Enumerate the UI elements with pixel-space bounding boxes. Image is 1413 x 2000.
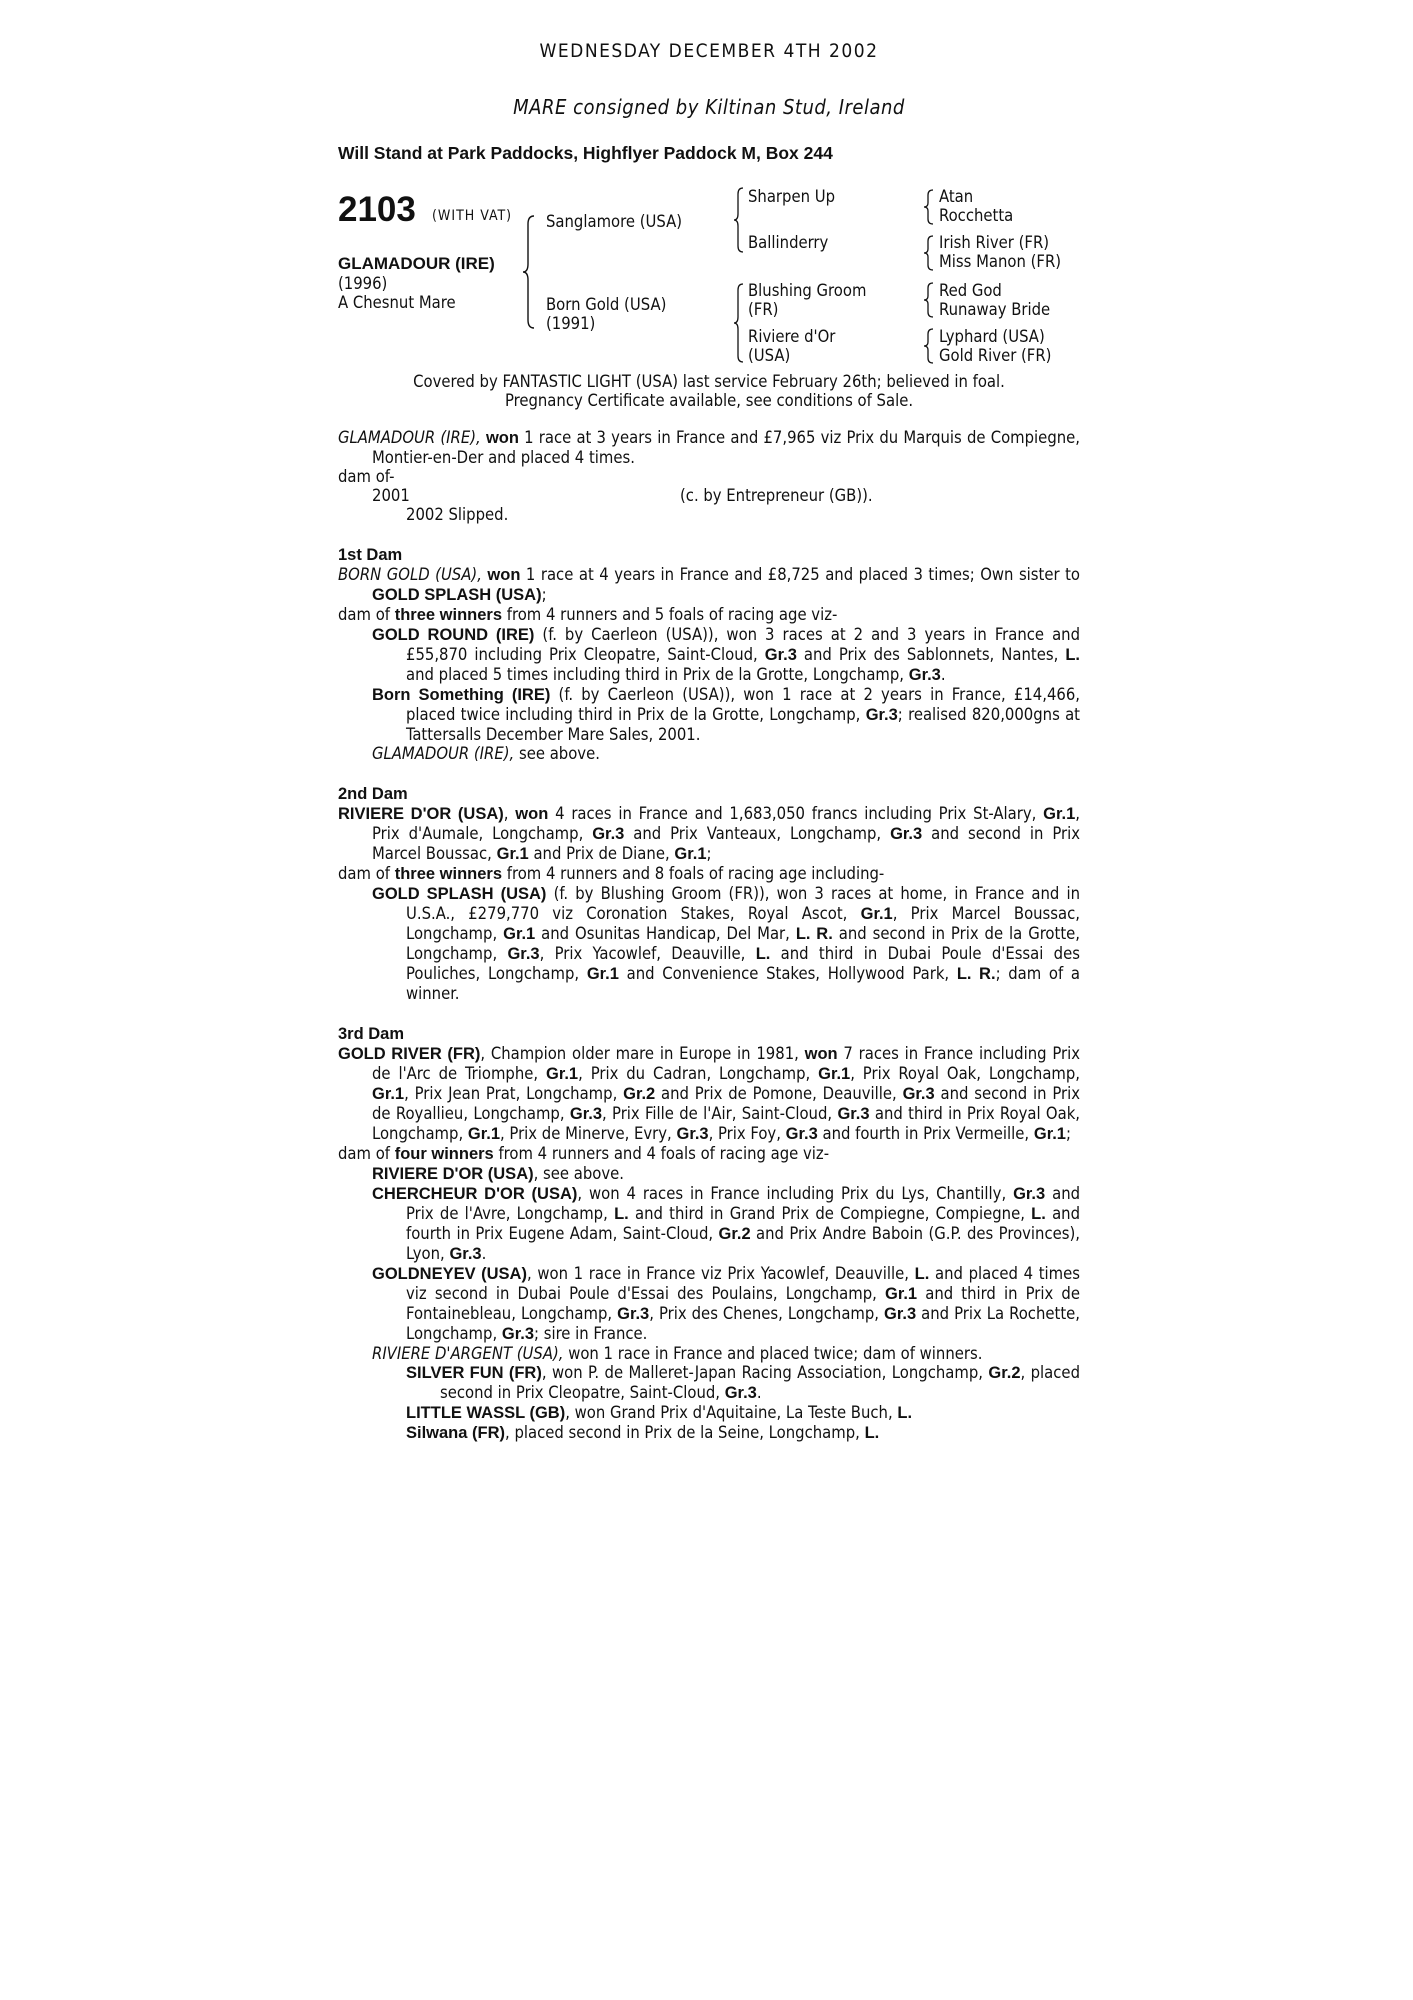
progeny-text: , Prix des Chenes, Longchamp, bbox=[649, 1304, 880, 1323]
pedigree-dam-year: (1991) bbox=[546, 314, 596, 333]
sister-name: GOLD SPLASH (USA) bbox=[372, 586, 542, 604]
won-word: won bbox=[515, 805, 549, 823]
record-text: , Prix Fille de l'Air, Saint-Cloud, bbox=[602, 1104, 833, 1123]
progeny-text: (f. by Blushing Groom (FR)), won 3 races at home, in France and in U.S.A., £279,770 viz Coronation Stakes, Royal Ascot, bbox=[406, 884, 1080, 923]
punctuation: ; bbox=[706, 844, 712, 863]
grade-label: Gr.3 bbox=[908, 666, 941, 684]
stand-location: Will Stand at Park Paddocks, Highflyer Paddock M, Box 244 bbox=[338, 143, 833, 163]
listed-label: L. bbox=[614, 1205, 629, 1223]
grade-label: Gr.1 bbox=[1043, 805, 1076, 823]
grade-label: Gr.3 bbox=[890, 825, 923, 843]
grade-label: Gr.1 bbox=[674, 845, 707, 863]
progeny-text: , won 4 races in France including Prix du Lys, Chantilly, bbox=[577, 1184, 1007, 1203]
third-dam-heading: 3rd Dam bbox=[338, 1025, 405, 1043]
covered-note bbox=[338, 372, 1080, 410]
progeny-text: and Prix Andre Baboin (G.P. des Provinces), Lyon, bbox=[406, 1224, 1081, 1263]
progeny-text: , won Grand Prix d'Aquitaine, La Teste Buch, bbox=[565, 1403, 893, 1422]
pedigree-dam-sire-line2: (FR) bbox=[748, 300, 779, 319]
first-dam-produce-summary bbox=[338, 605, 1080, 625]
produce-2001 bbox=[338, 486, 1080, 505]
progeny-text: and Prix de l'Avre, Longchamp, bbox=[406, 1184, 1081, 1223]
grade-label: Gr.3 bbox=[902, 1085, 935, 1103]
grade-label: Gr.3 bbox=[507, 945, 540, 963]
pedigree-brace-g34 bbox=[923, 234, 935, 272]
third-dam-produce-summary bbox=[338, 1144, 1080, 1164]
first-dam-progeny-3 bbox=[338, 744, 1080, 763]
consignor-line: MARE consigned by Kiltinan Stud, Ireland bbox=[513, 95, 905, 119]
pedigree-sire-dam: Ballinderry bbox=[748, 233, 829, 252]
third-dam-progeny-3 bbox=[338, 1264, 1080, 1344]
record-text: , Prix Royal Oak, Longchamp, bbox=[850, 1064, 1081, 1083]
horse-year: (1996) bbox=[338, 274, 388, 293]
pedigree-brace-g12 bbox=[923, 188, 935, 226]
listed-label: L. R. bbox=[956, 965, 996, 983]
vat-note: (WITH VAT) bbox=[432, 208, 513, 224]
pedigree-g2: Rocchetta bbox=[939, 206, 1014, 225]
pedigree-g6: Runaway Bride bbox=[939, 300, 1051, 319]
record-text: , Prix d'Aumale, Longchamp, bbox=[372, 804, 1080, 843]
produce-2002: 2002 Slipped. bbox=[406, 505, 509, 524]
grade-label: Gr.1 bbox=[467, 1125, 500, 1143]
granddaughter-progeny-2 bbox=[338, 1403, 1080, 1423]
produce-record bbox=[338, 428, 1080, 1443]
pedigree-dam-dam-line2: (USA) bbox=[748, 346, 791, 365]
record-text: , Prix de Minerve, Evry, bbox=[500, 1124, 672, 1143]
won-word: won bbox=[485, 429, 519, 447]
progeny-name: Silwana (FR) bbox=[406, 1424, 506, 1442]
grade-label: Gr.3 bbox=[569, 1105, 602, 1123]
grade-label: Gr.3 bbox=[785, 1125, 818, 1143]
winners-count: three winners bbox=[394, 865, 503, 883]
record-text: , Prix Foy, bbox=[708, 1124, 781, 1143]
punctuation: , bbox=[503, 804, 509, 823]
first-dam-heading: 1st Dam bbox=[338, 546, 403, 564]
record-text: 7 races in France including Prix de l'Arc de Triomphe, bbox=[372, 1044, 1080, 1083]
grade-label: Gr.3 bbox=[676, 1125, 709, 1143]
progeny-text: ; dam of a winner. bbox=[406, 964, 1081, 1003]
third-dam-progeny-1 bbox=[338, 1164, 1080, 1184]
grade-label: Gr.2 bbox=[718, 1225, 751, 1243]
first-dam-progeny-2 bbox=[338, 685, 1080, 744]
produce-summary-text: from 4 runners and 4 foals of racing age viz- bbox=[498, 1144, 830, 1163]
record-text: and fourth in Prix Vermeille, bbox=[822, 1124, 1030, 1143]
pedigree-dam-sire-line1: Blushing Groom bbox=[748, 281, 867, 300]
progeny-text: and Prix La Rochette, Longchamp, bbox=[406, 1304, 1080, 1343]
record-text: , Champion older mare in Europe in 1981, bbox=[480, 1044, 799, 1063]
pedigree-g4: Miss Manon (FR) bbox=[939, 252, 1062, 271]
progeny-name: LITTLE WASSL (GB) bbox=[406, 1404, 566, 1422]
pedigree-sire-sire: Sharpen Up bbox=[748, 187, 836, 206]
grade-label: Gr.1 bbox=[496, 845, 529, 863]
progeny-name: GOLD ROUND (IRE) bbox=[372, 626, 535, 644]
pedigree-brace-g78 bbox=[923, 327, 935, 365]
pedigree-dam-name: Born Gold (USA) bbox=[546, 295, 667, 314]
winners-count: three winners bbox=[394, 606, 503, 624]
pedigree-g8: Gold River (FR) bbox=[939, 346, 1052, 365]
won-word: won bbox=[804, 1045, 838, 1063]
punctuation: . bbox=[940, 665, 946, 684]
progeny-text: , won P. de Malleret-Japan Racing Association, Longchamp, bbox=[541, 1363, 983, 1382]
listed-label: L. bbox=[1065, 646, 1081, 664]
progeny-text: and placed 4 times viz second in Dubai Poule d'Essai des Poulains, Longchamp, bbox=[406, 1264, 1080, 1303]
record-text: and second in Prix Marcel Boussac, bbox=[372, 824, 1080, 863]
listed-label: L. bbox=[864, 1424, 880, 1442]
grade-label: Gr.3 bbox=[837, 1105, 870, 1123]
dam-of-label: dam of- bbox=[338, 467, 395, 486]
grade-label: Gr.3 bbox=[449, 1245, 482, 1263]
progeny-text: , Prix Yacowlef, Deauville, bbox=[539, 944, 746, 963]
second-dam-name: RIVIERE D'OR (USA) bbox=[338, 805, 504, 823]
produce-2001-year: 2001 bbox=[372, 486, 410, 505]
pedigree-dam-dam-line1: Riviere d'Or bbox=[748, 327, 836, 346]
grade-label: Gr.3 bbox=[617, 1305, 650, 1323]
progeny-text: and Prix des Sablonnets, Nantes, bbox=[803, 645, 1059, 664]
progeny-name: GLAMADOUR (IRE), bbox=[372, 744, 515, 763]
horse-description: A Chesnut Mare bbox=[338, 293, 456, 312]
progeny-name: CHERCHEUR D'OR (USA) bbox=[372, 1185, 578, 1203]
record-text: and Prix Vanteaux, Longchamp, bbox=[633, 824, 882, 843]
progeny-text: , see above. bbox=[533, 1164, 624, 1183]
winners-count: four winners bbox=[394, 1145, 494, 1163]
second-dam-record bbox=[338, 804, 1080, 864]
record-text: , Prix du Cadran, Longchamp, bbox=[578, 1064, 811, 1083]
dam-of-label: dam of bbox=[338, 1144, 390, 1163]
covered-line-2: Pregnancy Certificate available, see conditions of Sale. bbox=[504, 391, 914, 410]
pedigree-brace-main bbox=[522, 214, 536, 330]
progeny-text: and third in Dubai Poule d'Essai des Pouliches, Longchamp, bbox=[406, 944, 1080, 983]
progeny-text: and Osunitas Handicap, Del Mar, bbox=[541, 924, 790, 943]
progeny-text: see above. bbox=[518, 744, 600, 763]
progeny-name: SILVER FUN (FR) bbox=[406, 1364, 542, 1382]
grade-label: Gr.3 bbox=[865, 706, 898, 724]
record-text: , Prix Jean Prat, Longchamp, bbox=[404, 1084, 618, 1103]
pedigree-g3: Irish River (FR) bbox=[939, 233, 1050, 252]
progeny-text: and third in Grand Prix de Compiegne, Compiegne, bbox=[634, 1204, 1025, 1223]
progeny-text: (f. by Caerleon (USA)), won 1 race at 2 years in France, £14,466, placed twice including third in Prix de la Grotte, Longchamp, bbox=[406, 685, 1081, 724]
first-dam-text: 1 race at 4 years in France and £8,725 and placed 3 times; Own sister to bbox=[525, 565, 1080, 584]
mare-record bbox=[338, 428, 1080, 467]
lot-number: 2103 bbox=[338, 190, 416, 229]
dam-of-label: dam of bbox=[338, 605, 390, 624]
listed-label: L. R. bbox=[795, 925, 833, 943]
third-dam-name: GOLD RIVER (FR) bbox=[338, 1045, 481, 1063]
progeny-name: Born Something (IRE) bbox=[372, 686, 551, 704]
granddaughter-progeny-3 bbox=[338, 1423, 1080, 1443]
progeny-text: , placed second in Prix de la Seine, Longchamp, bbox=[505, 1423, 860, 1442]
grade-label: Gr.2 bbox=[988, 1364, 1021, 1382]
granddaughter-progeny-1 bbox=[338, 1363, 1080, 1403]
sale-date: WEDNESDAY DECEMBER 4TH 2002 bbox=[539, 40, 879, 62]
punctuation: ; bbox=[1065, 1124, 1071, 1143]
progeny-name: RIVIERE D'OR (USA) bbox=[372, 1165, 534, 1183]
second-dam-heading: 2nd Dam bbox=[338, 785, 408, 803]
grade-label: Gr.1 bbox=[503, 925, 536, 943]
grade-label: Gr.3 bbox=[724, 1384, 757, 1402]
grade-label: Gr.1 bbox=[1033, 1125, 1066, 1143]
pedigree-brace-g56 bbox=[923, 281, 935, 319]
grade-label: Gr.1 bbox=[586, 965, 619, 983]
won-word: won bbox=[487, 566, 521, 584]
punctuation: . bbox=[481, 1244, 487, 1263]
punctuation: ; bbox=[541, 585, 547, 604]
progeny-text: and fourth in Prix Eugene Adam, Saint-Cloud, bbox=[406, 1204, 1081, 1243]
pedigree-g7: Lyphard (USA) bbox=[939, 327, 1045, 346]
first-dam-record bbox=[338, 565, 1080, 605]
record-text: 4 races in France and 1,683,050 francs including Prix St-Alary, bbox=[555, 804, 1037, 823]
progeny-text: and second in Prix de la Grotte, Longchamp, bbox=[406, 924, 1080, 963]
progeny-text: and Convenience Stakes, Hollywood Park, bbox=[626, 964, 950, 983]
record-text: and third in Prix Royal Oak, Longchamp, bbox=[372, 1104, 1081, 1143]
mare-name: GLAMADOUR (IRE), bbox=[338, 428, 481, 447]
second-dam-produce-summary bbox=[338, 864, 1080, 884]
mare-record-text: 1 race at 3 years in France and £7,965 viz Prix du Marquis de Compiegne, Montier-en-Der and placed 4 times. bbox=[372, 428, 1081, 467]
dam-of-label: dam of bbox=[338, 864, 390, 883]
grade-label: Gr.1 bbox=[818, 1065, 851, 1083]
grade-label: Gr.3 bbox=[884, 1305, 917, 1323]
record-text: and Prix de Pomone, Deauville, bbox=[661, 1084, 897, 1103]
punctuation: . bbox=[756, 1383, 762, 1402]
progeny-text: ; sire in France. bbox=[534, 1324, 648, 1343]
progeny-text: ; realised 820,000gns at Tattersalls December Mare Sales, 2001. bbox=[406, 705, 1080, 744]
progeny-name: RIVIERE D'ARGENT (USA), bbox=[372, 1344, 564, 1363]
pedigree-g5: Red God bbox=[939, 281, 1002, 300]
grade-label: Gr.1 bbox=[860, 905, 893, 923]
pedigree-sire: Sanglamore (USA) bbox=[546, 212, 683, 231]
first-dam-progeny-1 bbox=[338, 625, 1080, 685]
third-dam-record bbox=[338, 1044, 1080, 1144]
grade-label: Gr.3 bbox=[592, 825, 625, 843]
first-dam-name: BORN GOLD (USA), bbox=[338, 565, 482, 584]
produce-summary-text: from 4 runners and 5 foals of racing age viz- bbox=[506, 605, 838, 624]
progeny-name: GOLD SPLASH (USA) bbox=[372, 885, 547, 903]
horse-name: GLAMADOUR (IRE) bbox=[338, 254, 495, 273]
listed-label: L. bbox=[755, 945, 771, 963]
grade-label: Gr.1 bbox=[546, 1065, 579, 1083]
progeny-text: and placed 5 times including third in Prix de la Grotte, Longchamp, bbox=[406, 665, 905, 684]
grade-label: Gr.3 bbox=[501, 1325, 534, 1343]
record-text: and Prix de Diane, bbox=[533, 844, 670, 863]
progeny-text: won 1 race in France and placed twice; dam of winners. bbox=[568, 1344, 983, 1363]
second-dam-progeny-1 bbox=[338, 884, 1080, 1003]
progeny-text: , won 1 race in France viz Prix Yacowlef, Deauville, bbox=[526, 1264, 909, 1283]
grade-label: Gr.3 bbox=[1013, 1185, 1046, 1203]
progeny-text: , Prix Marcel Boussac, Longchamp, bbox=[406, 904, 1080, 943]
progeny-name: GOLDNEYEV (USA) bbox=[372, 1265, 527, 1283]
listed-label: L. bbox=[897, 1404, 913, 1422]
progeny-text: (f. by Caerleon (USA)), won 3 races at 2 and 3 years in France and £55,870 including Prix Cleopatre, Saint-Cloud, bbox=[406, 625, 1080, 664]
grade-label: Gr.1 bbox=[372, 1085, 405, 1103]
produce-summary-text: from 4 runners and 8 foals of racing age including- bbox=[506, 864, 885, 883]
pedigree-brace-sire bbox=[733, 186, 745, 254]
pedigree-brace-dam bbox=[733, 282, 745, 364]
grade-label: Gr.1 bbox=[884, 1285, 918, 1303]
record-text: and second in Prix de Royallieu, Longchamp, bbox=[372, 1084, 1080, 1123]
covered-line-1: Covered by FANTASTIC LIGHT (USA) last service February 26th; believed in foal. bbox=[413, 372, 1005, 391]
produce-2001-text: (c. by Entrepreneur (GB)). bbox=[680, 486, 873, 505]
progeny-text: , placed second in Prix Cleopatre, Saint-Cloud, bbox=[440, 1363, 1080, 1402]
progeny-text: and third in Prix de Fontainebleau, Longchamp, bbox=[406, 1284, 1080, 1323]
grade-label: Gr.2 bbox=[623, 1085, 656, 1103]
grade-label: Gr.3 bbox=[764, 646, 797, 664]
third-dam-progeny-4 bbox=[338, 1344, 1080, 1363]
pedigree-g1: Atan bbox=[939, 187, 974, 206]
third-dam-progeny-2 bbox=[338, 1184, 1080, 1264]
listed-label: L. bbox=[1031, 1205, 1046, 1223]
listed-label: L. bbox=[914, 1265, 930, 1283]
